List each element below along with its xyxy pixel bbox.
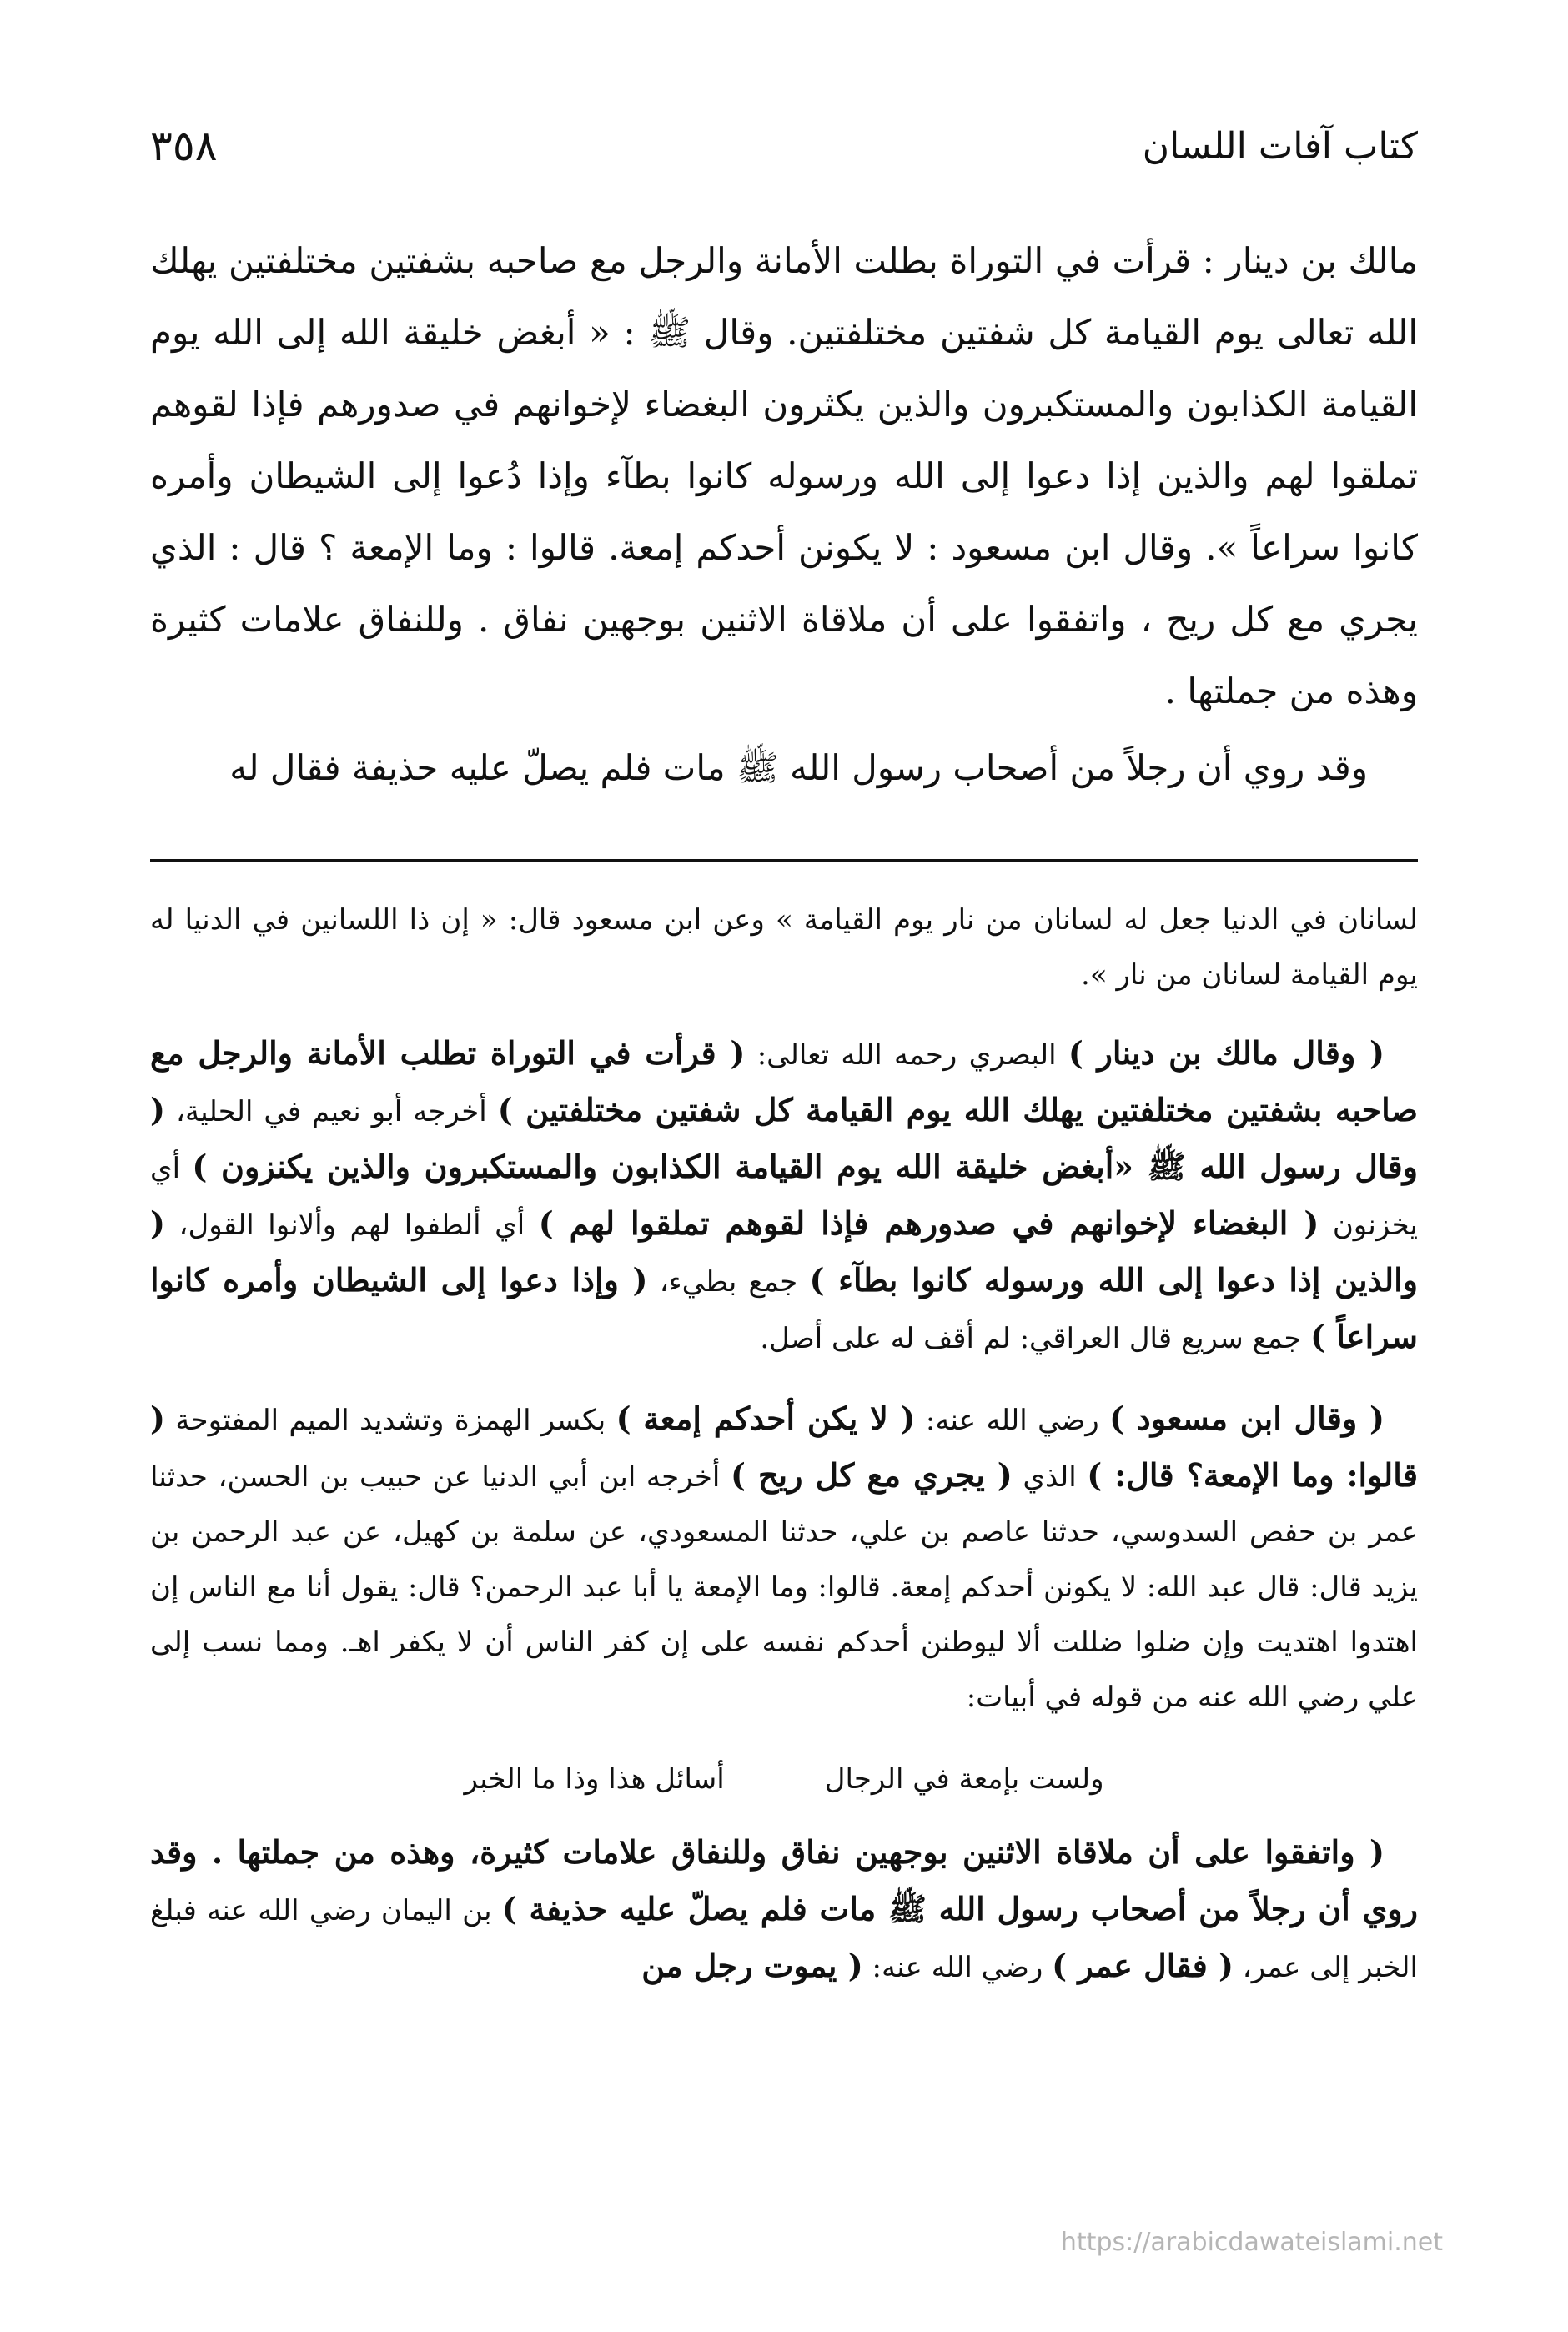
book-title: كتاب آفات اللسان [1142,124,1418,168]
explanation-text: أخرجه ابن أبي الدنيا عن حبيب بن الحسن، حدثنا عمر بن حفص السدوسي، حدثنا عاصم بن علي، حدثنا المسعودي، عن سلمة بن كهيل، عن عبد الرحمن بن يزيد قال: قال عبد الله: لا يكونن أحدكم إمعة. قالوا: وما الإمعة يا أبا عبد الرحمن؟ قال: يقول أنا مع الناس إن اهتدوا اهتديت وإن ضلوا ضللت ألا ليوطنن أحدكم نفسه على إن كفر الناس أن لا يكفر اهـ. ومما نسب إلى علي رضي الله عنه من قوله في أبيات: [150,1460,1418,1714]
explanation-text: بن اليمان رضي الله عنه فبلغ الخبر إلى عمر، [150,1894,1418,1984]
footnote [150,892,1418,1003]
explanation-text: أي ألطفوا لهم وألانوا القول، [164,1209,539,1242]
commentary-paragraph [150,1026,1418,1366]
quoted-text: ( يموت رجل من [641,1947,863,1984]
page-number: ٣٥٨ [150,122,218,170]
quoted-text: ( قالوا: وما الإمعة؟ قال: ) [150,1400,1418,1494]
page-header [150,117,1418,175]
poetry-verse [150,1750,1418,1808]
main-paragraph: مالك بن دينار : قرأت في التوراة بطلت الأمانة والرجل مع صاحبه بشفتين مختلفتين يهلك الله تعالى يوم القيامة كل شفتين مختلفتين. وقال ﷺ : « أبغض خليقة الله إلى الله يوم القيامة الكذابون والمستكبرون والذين يكثرون البغضاء لإخوانهم في صدورهم فإذا لقوهم تملقوا لهم والذين إذا دعوا إلى الله ورسوله كانوا بطآء وإذا دُعوا إلى الشيطان وأمره كانوا سراعاً ». وقال ابن مسعود : لا يكونن أحدكم إمعة. قالوا : وما الإمعة ؟ قال : الذي يجري مع كل ريح ، واتفقوا على أن ملاقاة الاثنين بوجهين نفاق . وللنفاق علامات كثيرة وهذه من جملتها . [150,240,1418,711]
main-text [150,225,1418,804]
quoted-text: ( فقال عمر ) [1052,1947,1234,1984]
verse-hemistich-second: أسائل هذا وذا ما الخبر [464,1762,725,1796]
explanation-text: رضي الله عنه: [915,1404,1110,1437]
quoted-text: ( والذين إذا دعوا إلى الله ورسوله كانوا بطآء ) [150,1204,1418,1299]
explanation-text: أي يخزنون [150,1152,1418,1242]
footnote-text: لسانان في الدنيا جعل له لسانان من نار يوم القيامة » وعن ابن مسعود قال: « إن ذا اللسانين في الدنيا له يوم القيامة لسانان من نار ». [150,903,1418,992]
commentary [150,1026,1418,2020]
commentary-paragraph [150,1825,1418,1995]
quoted-text: ( واتفقوا على أن ملاقاة الاثنين بوجهين نفاق وللنفاق علامات كثيرة، وهذه من جملتها . وقد روي أن رجلاً من أصحاب رسول الله ﷺ مات فلم يصلّ عليه حذيفة ) [150,1833,1418,1927]
quoted-text: ( قرأت في التوراة تطلب الأمانة والرجل مع صاحبه بشفتين مختلفتين يهلك الله يوم القيامة كل شفتين مختلفتين ) [150,1034,1418,1128]
explanation-text: جمع بطيء، [647,1265,810,1299]
quoted-text: ( وقال مالك بن دينار ) [1068,1034,1385,1072]
site-watermark: https://arabicdawateislami.net [1060,2228,1443,2257]
explanation-text: رضي الله عنه: [862,1951,1053,1984]
quoted-text: ( وإذا دعوا إلى الشيطان وأمره كانوا سراعاً ) [150,1261,1418,1355]
explanation-text: أخرجه أبو نعيم في الحلية، [164,1095,498,1128]
explanation-text: جمع سريع قال العراقي: لم أقف له على أصل. [760,1322,1311,1355]
explanation-text: بكسر الهمزة وتشديد الميم المفتوحة [164,1404,616,1437]
quoted-text: ( البغضاء لإخوانهم في صدورهم فإذا لقوهم تملقوا لهم ) [538,1204,1319,1242]
main-paragraph: وقد روي أن رجلاً من أصحاب رسول الله ﷺ مات فلم يصلّ عليه حذيفة فقال له [229,747,1368,788]
explanation-text: البصري رحمه الله تعالى: [745,1038,1068,1072]
quoted-text: ( لا يكن أحدكم إمعة ) [616,1400,916,1437]
commentary-paragraph [150,1391,1418,1725]
quoted-text: ( يجري مع كل ريح ) [730,1456,1013,1494]
quoted-text: ( وقال رسول الله ﷺ «أبغض خليقة الله يوم القيامة الكذابون والمستكبرون والذين يكنزون ) [150,1091,1418,1185]
explanation-text: الذي [1012,1460,1088,1494]
quoted-text: ( وقال ابن مسعود ) [1109,1400,1385,1437]
verse-hemistich-first: ولست بإمعة في الرجال [824,1762,1104,1796]
footnote-divider [150,859,1418,862]
